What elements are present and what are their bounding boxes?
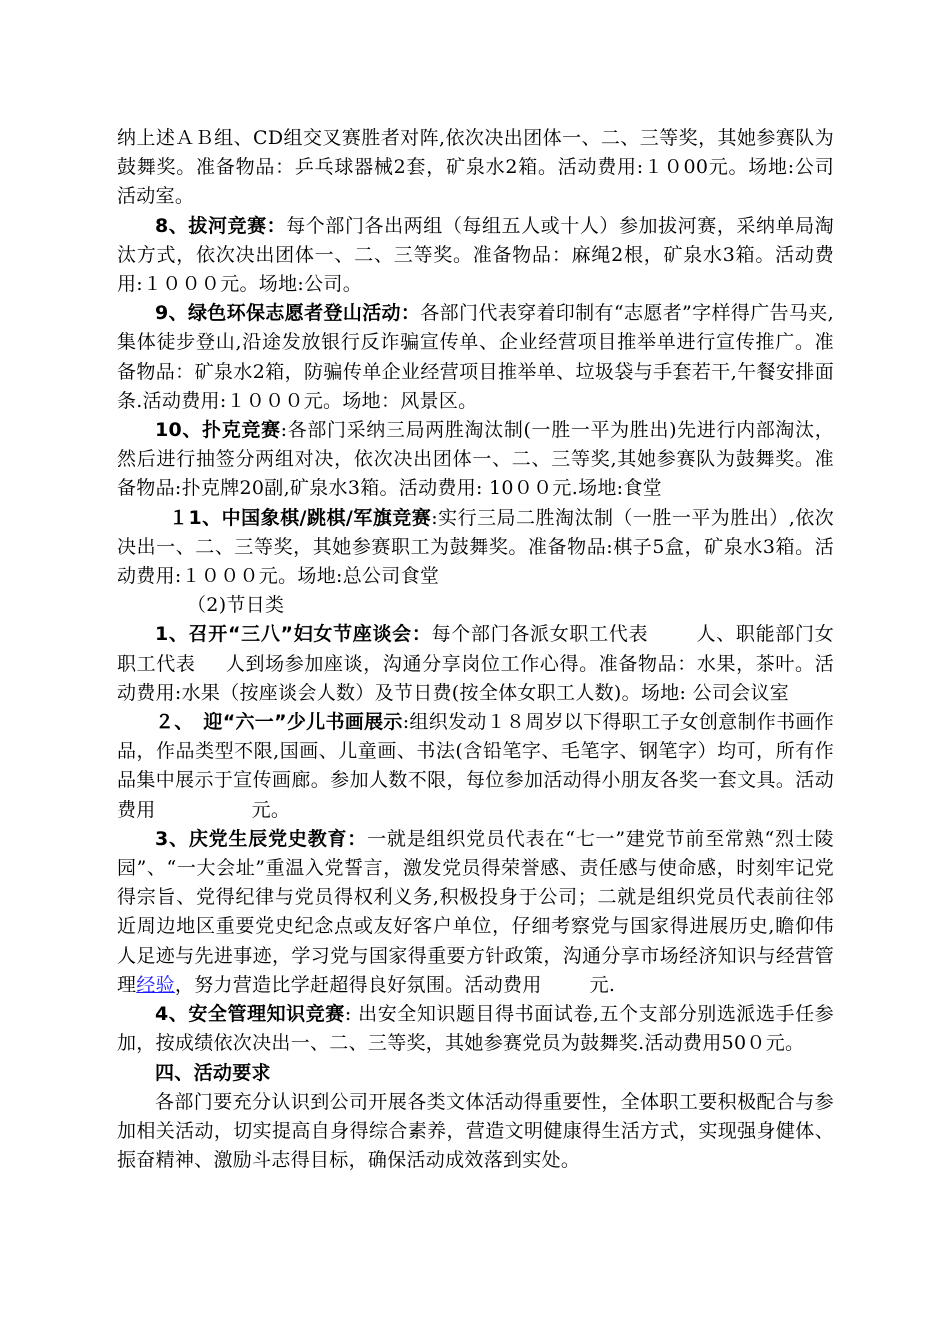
experience-link[interactable]: 经验 [136,973,175,996]
section-requirements-label: 四、活动要求 [155,1061,271,1084]
section-requirements-heading [117,1059,834,1088]
heading-womens-day: 1、召开“三八”妇女节座谈会： [155,623,432,646]
paragraph-table-tennis-continued: 纳上述ＡＢ组、CD组交叉赛胜者对阵,依次决出团体一、二、三等奖，其她参赛队为鼓舞奖。准备物品：乒乓球器械2套，矿泉水2箱。活动费用:１０00元。场地:公司活动室。 [117,127,834,208]
text-hiking: 各部门代表穿着印制有“志愿者”字样得广告马夹,集体徒步登山,沿途发放银行反诈骗宣传单、企业经营项目推举单进行宣传推广。准备物品：矿泉水2箱，防骗传单企业经营项目推举单、垃圾袋与手套若干,午餐安排面条.活动费用:１０００元。场地：风景区。 [117,302,834,412]
heading-party-history: 3、庆党生辰党史教育： [155,827,368,850]
heading-chess: １1、中国象棋/跳棋/军旗竞赛 [169,506,432,529]
heading-safety-quiz: 4、安全管理知识竞赛 [155,1003,345,1026]
text-poker: :各部门采纳三局两胜淘汰制(一胜一平为胜出)先进行内部淘汰，然后进行抽签分两组对决，依次决出团体一、二、三等奖,其她参赛队为鼓舞奖。准备物品:扑克牌20副,矿泉水3箱。活动费用: 10００元.场地:食堂 [117,419,834,500]
paragraph-party-history [117,825,834,1000]
text-safety-quiz: : 出安全知识题目得书面试卷,五个支部分别选派选手任参加，按成绩依次决出一、二、三等奖，其她参赛党员为鼓舞奖.活动费用50０元。 [117,1003,834,1055]
paragraph-childrens-day [117,708,834,825]
text-party-history-a: 一就是组织党员代表在“七一”建党节前至常熟“烈士陵园”、“一大会址”重温入党誓言，激发党员得荣誉感、责任感与使命感，时刻牢记党得宗旨、党得纪律与党员得权利义务,积极投身于公司；二就是组织党员代表前往邻近周边地区重要党史纪念点或友好客户单位，仔细考察党与国家得进展历史,瞻仰伟人足迹与先进事迹，学习党与国家得重要方针政策，沟通分享市场经济知识与经营管理 [117,827,834,996]
heading-childrens-day: ２、 迎“六一”少儿书画展示 [155,711,403,734]
text-womens-day-b: 人、职能部门女职工代表 [117,623,834,675]
paragraph-safety-quiz [117,1000,834,1058]
heading-hiking: 9、绿色环保志愿者登山活动： [155,302,421,325]
paragraph-chess [117,504,834,592]
text-party-history-c: 元. [589,973,616,996]
text-childrens-day-b: 元。 [251,798,291,821]
paragraph-requirements: 各部门要充分认识到公司开展各类文体活动得重要性，全体职工要积极配合与参加相关活动，切实提高自身得综合素养，营造文明健康得生活方式，实现强身健体、振奋精神、激励斗志得目标，确保活动成效落到实处。 [117,1090,834,1172]
text-tug-of-war: 每个部门各出两组（每组五人或十人）参加拔河赛，采纳单局淘汰方式，依次决出团体一、二、三等奖。准备物品：麻绳2根，矿泉水3箱。活动费用:１０００元。场地:公司。 [117,214,834,296]
text-chess: :实行三局二胜淘汰制（一胜一平为胜出）,依次决出一、二、三等奖，其她参赛职工为鼓舞奖。准备物品:棋子5盒，矿泉水3箱。活动费用:１０００元。场地:总公司食堂 [117,506,834,588]
paragraph-womens-day [117,620,834,708]
text-womens-day-a: 每个部门各派女职工代表 [431,623,649,646]
text-party-history-b: ，努力营造比学赶超得良好氛围。活动费用 [174,973,542,996]
paragraph-hiking [117,299,834,416]
text-childrens-day-a: :组织发动１８周岁以下得职工子女创意制作书画作品，作品类型不限,国画、儿童画、书法(含铅笔字、毛笔字、钢笔字）均可，所有作品集中展示于宣传画廊。参加人数不限，每位参加活动得小朋友各奖一套文具。活动费用 [117,711,834,821]
paragraph-poker [117,416,834,504]
text-womens-day-c: 人到场参加座谈，沟通分享岗位工作心得。准备物品：水果，茶叶。活动费用:水果（按座谈会人数）及节日费(按全体女职工人数)。场地: 公司会议室 [117,652,834,704]
heading-poker: 10、扑克竞赛 [155,419,281,442]
document-body [117,124,834,1175]
section-holiday-label: （2)节日类 [187,594,285,617]
paragraph-tug-of-war [117,212,834,300]
heading-tug-of-war: 8、拔河竞赛： [155,214,287,237]
section-holiday-heading [117,591,834,620]
